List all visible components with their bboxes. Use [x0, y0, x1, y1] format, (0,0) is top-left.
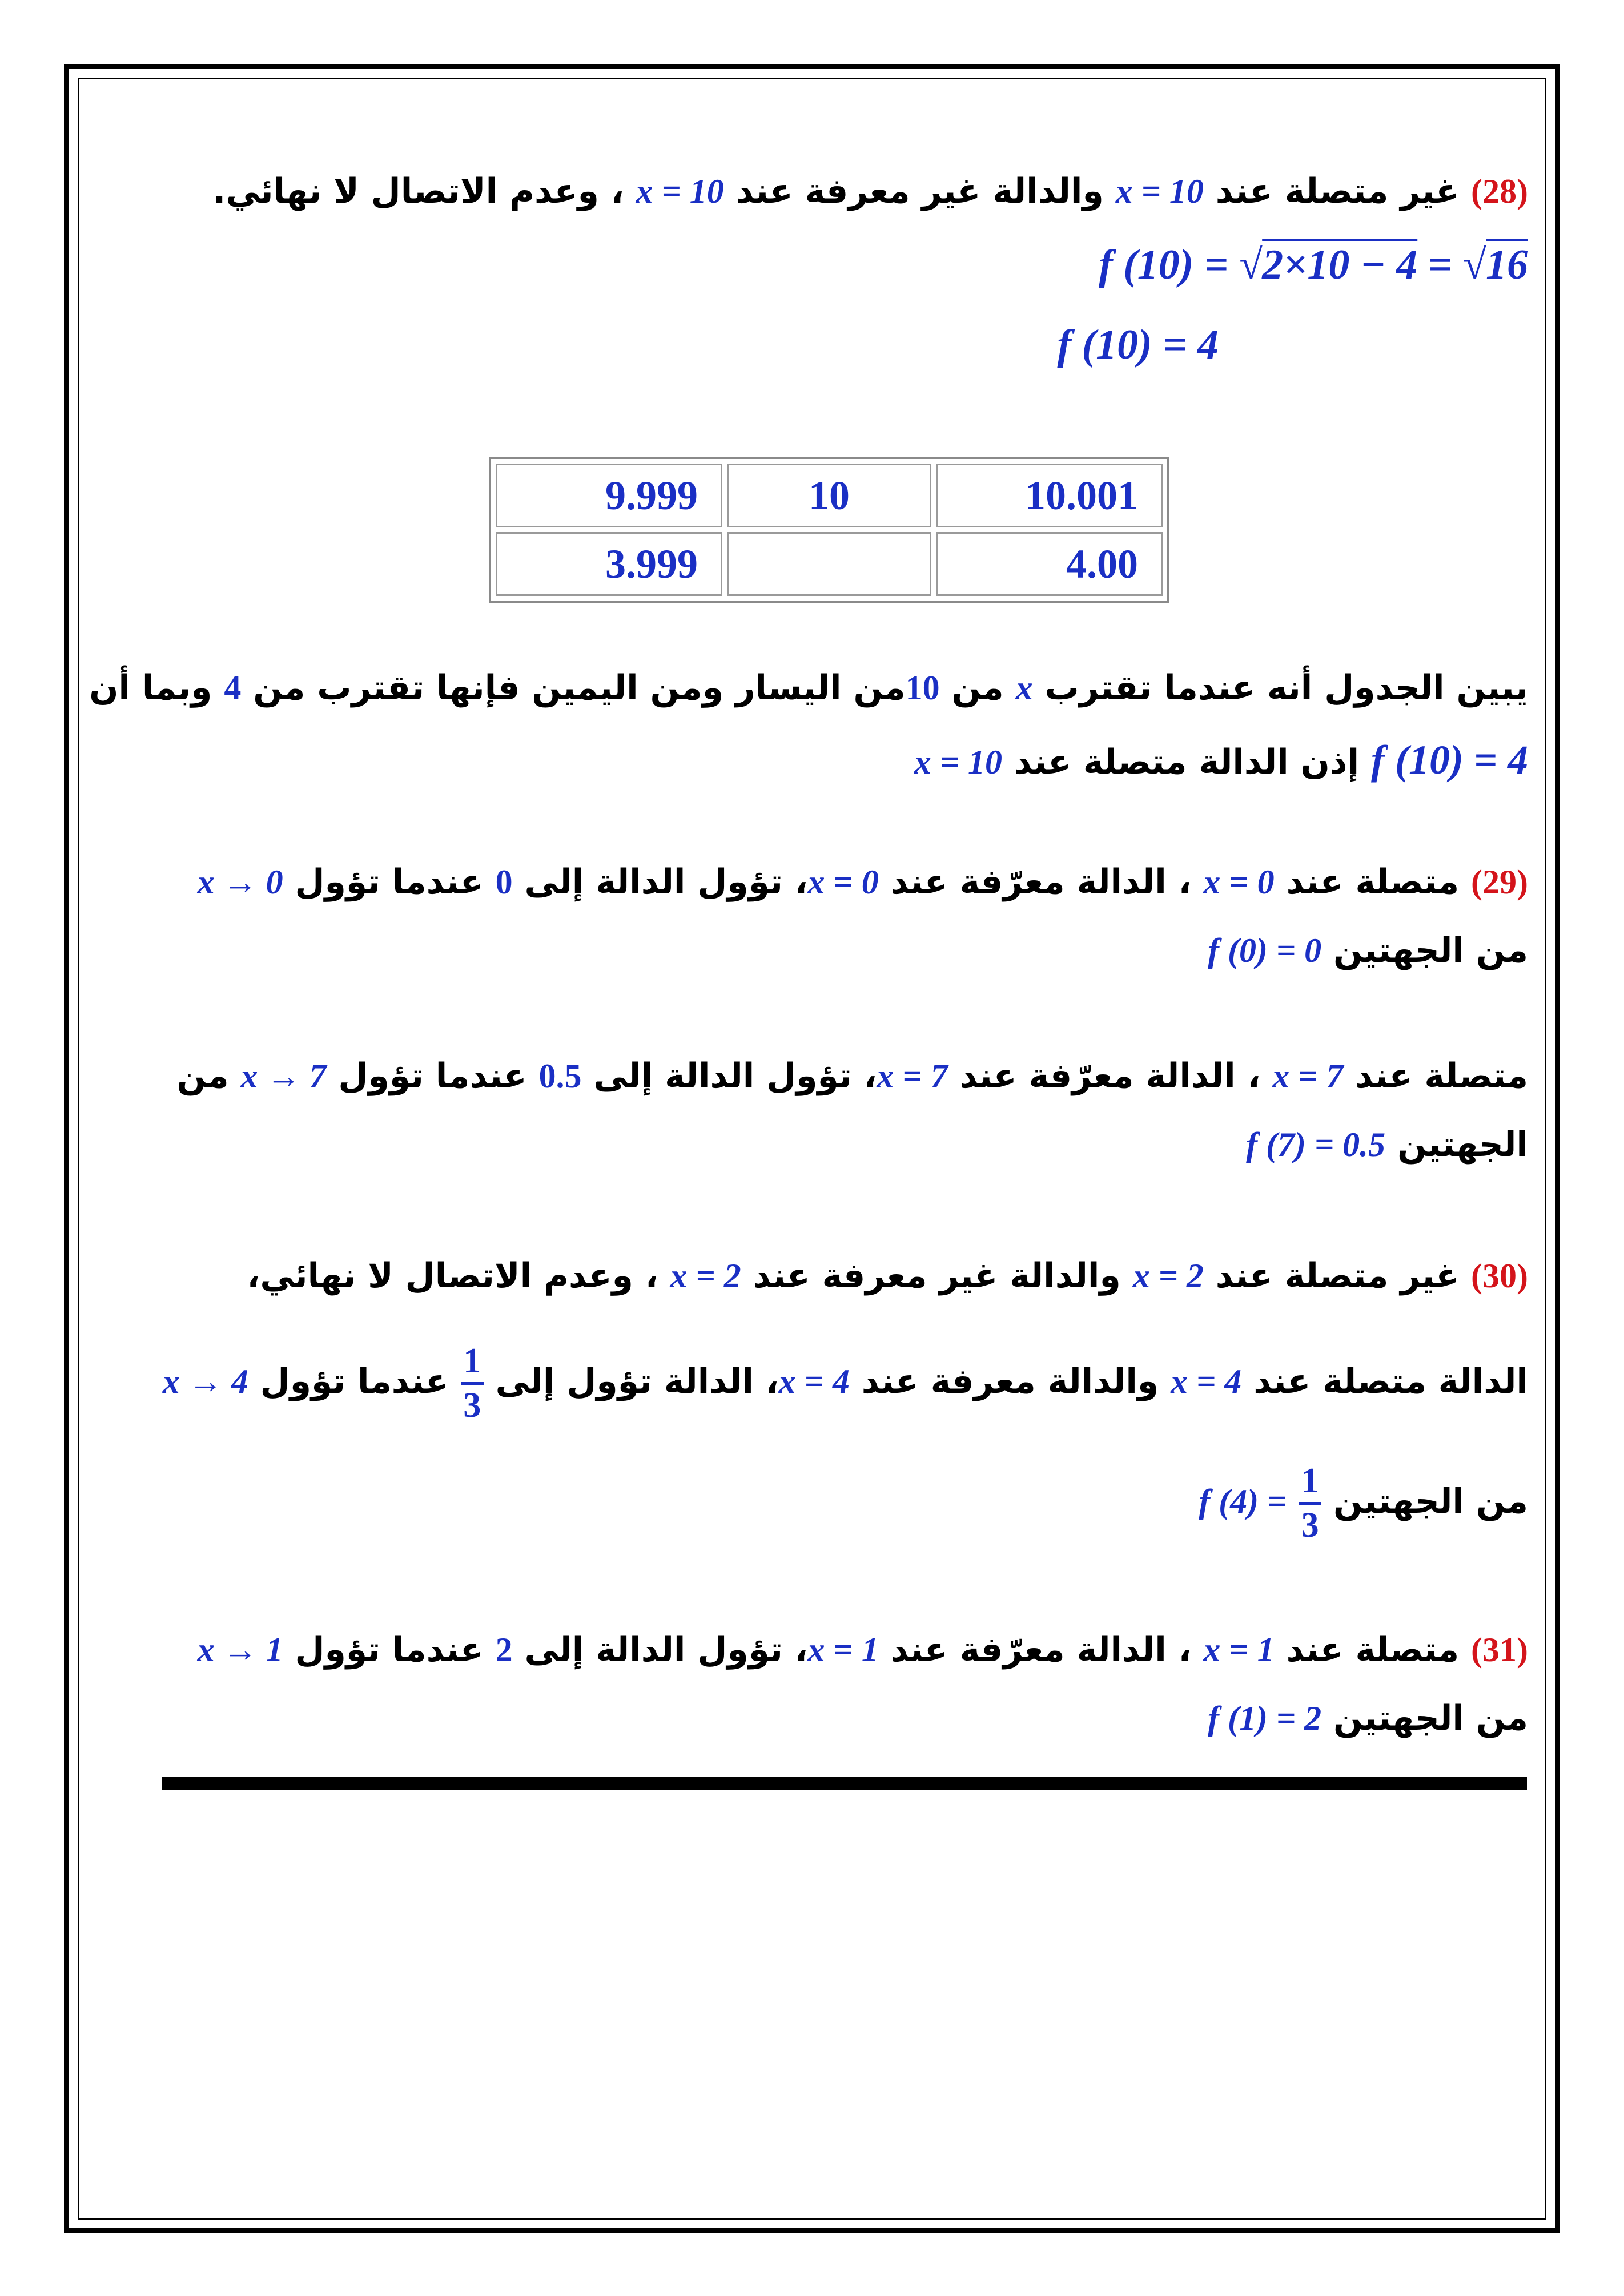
p29b-line2: [1246, 1125, 1528, 1165]
table-cell: [727, 532, 931, 596]
math: x → 4: [162, 1363, 248, 1400]
text: والدالة غير معرفة عند: [753, 1256, 1121, 1296]
table-cell: 9.999: [496, 464, 722, 527]
math: x = 10: [636, 172, 724, 210]
text: ، وعدم الاتصال لا نهائي.: [212, 171, 624, 211]
math: 0: [495, 863, 513, 901]
table-cell: 10.001: [936, 464, 1163, 527]
math: x = 2: [1132, 1257, 1204, 1295]
math: x → 7: [240, 1057, 327, 1095]
math: x → 1: [197, 1631, 283, 1669]
equation: f (4) = 1 3: [1199, 1450, 1321, 1553]
equation: f (10) = 4: [1057, 321, 1219, 368]
problem-number: (28): [1471, 172, 1528, 210]
text: من: [951, 668, 1004, 708]
math: x = 10: [1115, 172, 1204, 210]
p31-line2: [1208, 1698, 1528, 1738]
text: ، تؤول الدالة إلى: [593, 1056, 877, 1096]
math: x → 0: [197, 863, 283, 901]
problem-number: (29): [1471, 863, 1528, 901]
text: إذن الدالة متصلة عند: [1014, 742, 1360, 782]
denominator: 3: [463, 1385, 481, 1425]
fraction: [461, 1343, 484, 1424]
math: x = 10: [914, 743, 1002, 781]
math: f (0) = 0: [1208, 932, 1322, 969]
p28-eq-sqrt: [1099, 240, 1528, 289]
math: 10: [905, 669, 940, 707]
table-cell: 3.999: [496, 532, 722, 596]
p29-line1: [198, 862, 1528, 902]
p31-line1: [198, 1630, 1528, 1670]
denominator: 3: [1301, 1505, 1319, 1545]
math: x = 0: [807, 863, 879, 901]
problem-number: (30): [1471, 1257, 1528, 1295]
math: x = 2: [670, 1257, 741, 1295]
p30-line3: [1199, 1450, 1528, 1553]
fraction: [1299, 1463, 1321, 1544]
text: من: [176, 1056, 229, 1096]
text: ، الدالة معرّفة عند: [890, 862, 1192, 902]
text: متصلة عند: [1286, 862, 1460, 902]
text: ، تؤول الدالة إلى: [524, 862, 808, 902]
text: ، الدالة معرّفة عند: [890, 1630, 1192, 1670]
text: الدالة متصلة عند: [1253, 1362, 1528, 1401]
math: 0.5: [538, 1057, 582, 1095]
text: والدالة معرفة عند: [861, 1362, 1159, 1401]
text: ، تؤول الدالة إلى: [524, 1630, 808, 1670]
math: x = 1: [807, 1631, 879, 1669]
text: الجهتين: [1397, 1125, 1528, 1165]
p30-line2: [163, 1330, 1528, 1433]
p29b-line1: [176, 1056, 1528, 1096]
text: عندما تؤول: [338, 1056, 527, 1096]
p28-line1: [213, 171, 1528, 211]
text: من الجهتين: [1333, 1481, 1528, 1521]
equation: f (10) = √2×10 − 4 = √16: [1098, 241, 1528, 288]
text: وبما أن: [89, 668, 212, 708]
text: من اليسار ومن اليمين فإنها تقترب من: [253, 668, 906, 708]
text: من الجهتين: [1333, 931, 1528, 970]
math: x = 4: [778, 1363, 850, 1400]
math: x = 7: [877, 1057, 948, 1095]
table-cell: 10: [727, 464, 931, 527]
values-table: [489, 457, 1169, 603]
text: عندما تؤول: [260, 1362, 449, 1401]
math: x = 4: [1171, 1363, 1242, 1400]
horizontal-rule: [162, 1777, 1527, 1790]
text: غير متصلة عند: [1215, 171, 1460, 211]
text: متصلة عند: [1286, 1630, 1460, 1670]
para1-line1: [89, 668, 1528, 708]
text: والدالة غير معرفة عند: [735, 171, 1104, 211]
math: x = 0: [1203, 863, 1275, 901]
text: يبين الجدول أنه عندما تقترب: [1044, 668, 1528, 708]
table-row: [496, 464, 1163, 527]
fraction-bar: [1299, 1502, 1321, 1505]
table-cell: 4.00: [936, 532, 1163, 596]
numerator: 1: [1301, 1461, 1319, 1500]
text: عندما تؤول: [295, 1630, 484, 1670]
table-row: [496, 532, 1163, 596]
math: x = 1: [1203, 1631, 1275, 1669]
math: 4: [224, 669, 242, 707]
math: 2: [495, 1631, 513, 1669]
para1-line2: [914, 736, 1528, 784]
math: x = 7: [1272, 1057, 1344, 1095]
p29-line2: [1208, 931, 1528, 970]
problem-number: (31): [1471, 1631, 1528, 1669]
math: f (7) = 0.5: [1246, 1126, 1386, 1163]
text: ، وعدم الاتصال لا نهائي،: [247, 1256, 658, 1296]
text: عندما تؤول: [295, 862, 484, 902]
numerator: 1: [463, 1341, 481, 1380]
text: متصلة عند: [1355, 1056, 1528, 1096]
p28-eq-result: [1057, 320, 1219, 369]
text: من الجهتين: [1333, 1698, 1528, 1738]
text: ، الدالة معرّفة عند: [959, 1056, 1261, 1096]
fraction-bar: [461, 1382, 484, 1385]
text: غير متصلة عند: [1215, 1256, 1460, 1296]
math: f (1) = 2: [1208, 1699, 1322, 1737]
text: ، الدالة تؤول إلى: [495, 1362, 779, 1401]
p30-line1: [247, 1256, 1528, 1296]
math: x: [1015, 669, 1033, 707]
math: f (10) = 4: [1371, 737, 1528, 783]
